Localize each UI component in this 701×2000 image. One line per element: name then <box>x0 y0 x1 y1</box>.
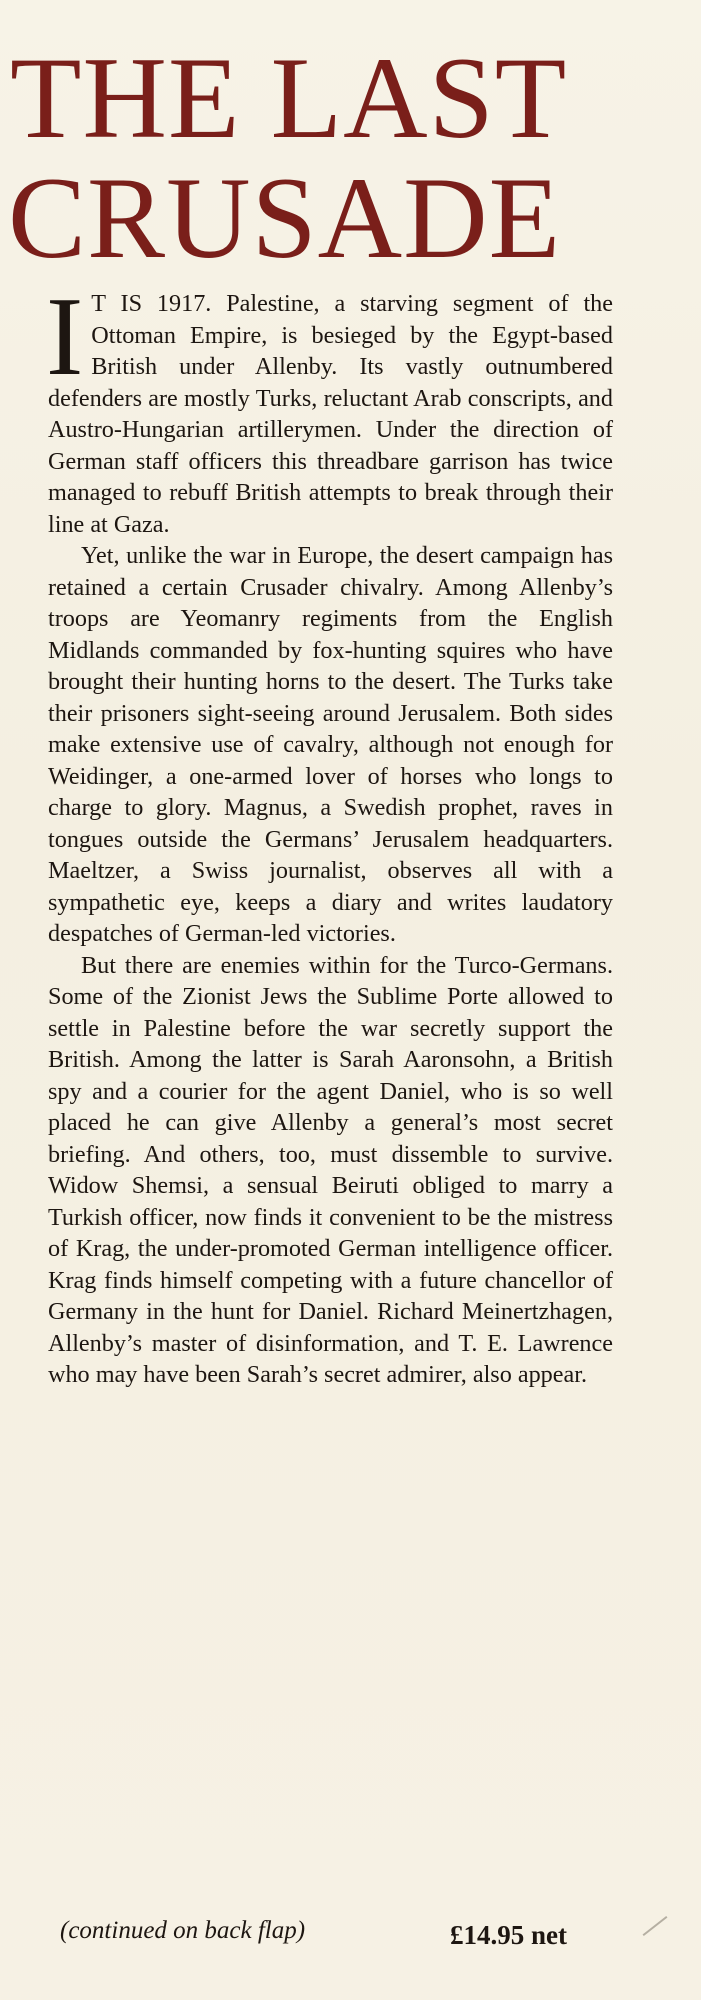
blurb-text <box>46 275 613 1391</box>
drop-cap: I <box>46 275 84 399</box>
title-line-2: CRUSADE <box>8 154 562 283</box>
pencil-mark <box>643 1916 668 1936</box>
title-line-1: THE LAST <box>10 34 568 163</box>
paragraph-1-text: T IS 1917. Palestine, a starving segment of the Ottoman Empire, is besieged by the Egypt-based British under Allenby. Its vastly outnumbered defenders are mostly Turks, reluctant Arab conscripts, and Austro-Hungarian artillerymen. Under the direction of German staff officers this threadbare garrison has twice managed to rebuff British attempts to break through their line at Gaza. <box>48 290 613 538</box>
paragraph-3: But there are enemies within for the Turco-Germans. Some of the Zionist Jews the Sublime Porte allowed to settle in Palestine before the war secretly support the British. Among the latter is Sarah Aaronsohn, a British spy and a courier for the agent Daniel, who is so well placed he can give Allenby a general’s most secret briefing. And others, too, must dissemble to survive. Widow Shemsi, a sensual Beiruti obliged to marry a Turkish officer, now finds it convenient to be the mistress of Krag, the under-promoted German intelligence officer. Krag finds himself competing with a future chancellor of Germany in the hunt for Daniel. Richard Meinertzhagen, Allenby’s master of disinformation, and T. E. Lawrence who may have been Sarah’s secret admirer, also appear. <box>48 951 613 1388</box>
continued-note: (continued on back flap) <box>60 1917 306 1944</box>
paragraph-1 <box>46 275 613 540</box>
price-label: £14.95 net <box>450 1920 567 1950</box>
paragraph-2: Yet, unlike the war in Europe, the desert campaign has retained a certain Crusader chivalry. Among Allenby’s troops are Yeomanry regiments from the English Midlands commanded by fox-hunting squires who have brought their hunting horns to the desert. The Turks take their prisoners sight-seeing around Jerusalem. Both sides make extensive use of cavalry, although not enough for Weidinger, a one-armed lover of horses who longs to charge to glory. Magnus, a Swedish prophet, raves in tongues outside the Germans’ Jerusalem headquarters. Maeltzer, a Swiss journalist, observes all with a sympathetic eye, keeps a diary and writes laudatory despatches of German-led victories. <box>48 542 613 947</box>
